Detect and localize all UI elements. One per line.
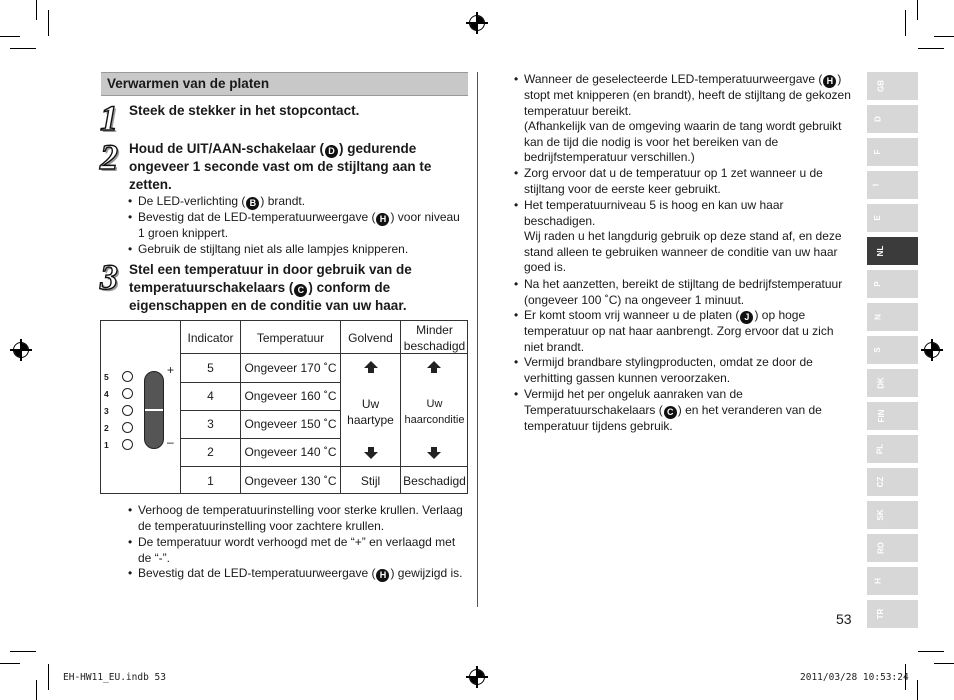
- crop-mark: [918, 651, 944, 652]
- footer-left: EH-HW11_EU.indb 53: [63, 672, 166, 683]
- crop-mark: [917, 0, 918, 20]
- table-header-indicator: Indicator: [187, 331, 234, 345]
- table-header-temperatuur: Temperatuur: [256, 331, 325, 345]
- language-tab[interactable]: CZ: [867, 468, 918, 496]
- table-header-minder-beschadigd: Minder beschadigd: [403, 323, 466, 353]
- step-3-number: 3: [100, 257, 118, 297]
- arrow-up-stem: [368, 368, 374, 373]
- arrow-down-icon: [364, 452, 378, 459]
- step-2-text: Houd de UIT/AAN-schakelaar ( D ) gedurende ongeveer 1 seconde vast om de stijltang aan te zetten.: [129, 141, 432, 192]
- crop-mark: [934, 663, 954, 664]
- crop-mark: [905, 10, 906, 36]
- minder-middle-label: Uw haarconditie: [404, 398, 465, 426]
- step-2-number: 2: [100, 137, 118, 177]
- badge-j-icon: J: [740, 311, 753, 324]
- language-tab[interactable]: H: [867, 567, 918, 595]
- registration-mark-icon: [921, 339, 943, 361]
- crop-mark: [918, 48, 944, 49]
- table-row-temp: Ongeveer 150 ˚C: [244, 417, 337, 431]
- language-tab[interactable]: F: [867, 138, 918, 166]
- crop-mark: [934, 36, 954, 37]
- after-table-bullet: • Verhoog de temperatuurinstelling voor sterke krullen. Verlaag de temperatuurinstelling voor zachtere krullen.: [128, 503, 463, 533]
- language-tab[interactable]: P: [867, 270, 918, 298]
- badge-h-icon: H: [376, 569, 389, 582]
- page-number: 53: [836, 611, 852, 627]
- temperature-table: [100, 320, 468, 494]
- after-table-bullet: • De temperatuur wordt verhoogd met de “+” en verlaagd met de “-”.: [128, 535, 456, 565]
- language-tab[interactable]: I: [867, 171, 918, 199]
- table-row-level: 5: [207, 361, 214, 375]
- language-tab-active[interactable]: NL: [867, 237, 918, 265]
- column-divider: [477, 72, 478, 607]
- table-row-temp: Ongeveer 130 ˚C: [244, 474, 337, 488]
- language-tab[interactable]: N: [867, 303, 918, 331]
- right-bullet: • Het temperatuurniveau 5 is hoog en kan uw haar beschadigen. Wij raden u het langdurig gebruik op deze stand af, en deze stand alleen te gebruiken wanneer de conditie van uw haar goed is.: [514, 198, 842, 275]
- crop-mark: [36, 680, 37, 700]
- right-bullet: • Er komt stoom vrij wanneer u de platen ( J ) op hoge temperatuur op nat haar aanbrengt. Zorg ervoor dat u zich niet brandt.: [514, 308, 834, 354]
- step-3-text: Stel een temperatuur in door gebruik van de temperatuurschakelaars ( C ) conform de eigenschappen en de conditie van uw haar.: [129, 262, 412, 313]
- badge-c-icon: C: [294, 284, 307, 297]
- table-row-temp: Ongeveer 160 ˚C: [244, 389, 337, 403]
- registration-mark-icon: [10, 339, 32, 361]
- table-row-temp: Ongeveer 140 ˚C: [244, 445, 337, 459]
- crop-mark: [10, 48, 36, 49]
- golvend-middle-label: Uw haartype: [347, 397, 394, 427]
- crop-mark: [48, 10, 49, 36]
- language-tab[interactable]: RO: [867, 534, 918, 562]
- badge-c-icon: C: [664, 406, 677, 419]
- step-1-text: Steek de stekker in het stopcontact.: [129, 103, 360, 118]
- table-row-level: 1: [207, 474, 214, 488]
- right-bullet: • Na het aanzetten, bereikt de stijltang de bedrijfstemperatuur (ongeveer 100 ˚C) na ongeveer 1 minuut.: [514, 277, 843, 307]
- crop-mark: [0, 36, 20, 37]
- led-circle-icon: [122, 422, 133, 433]
- table-row-level: 2: [207, 445, 214, 459]
- badge-h-icon: H: [823, 75, 836, 88]
- badge-h-icon: H: [376, 213, 389, 226]
- led-indicator-illustration: 5 4 3 2 1 + –: [104, 363, 175, 450]
- led-circle-icon: [122, 439, 133, 450]
- table-header-golvend: Golvend: [348, 331, 393, 345]
- arrow-up-stem: [431, 368, 437, 373]
- temperature-switch-icon: [144, 371, 164, 449]
- table-row-level: 4: [207, 389, 214, 403]
- crop-mark: [48, 664, 49, 690]
- language-tab[interactable]: GB: [867, 72, 918, 100]
- step-1-number: 1: [100, 98, 118, 138]
- step-2-bullet: • Bevestig dat de LED-temperatuurweergave ( H ) voor niveau 1 groen knippert.: [128, 210, 460, 240]
- minder-bottom-label: Beschadigd: [403, 474, 466, 488]
- right-bullet: • Zorg ervoor dat u de temperatuur op 1 zet wanneer u de stijltang voor de eerste keer gebruikt.: [514, 166, 823, 196]
- badge-b-icon: B: [246, 197, 259, 210]
- language-tab[interactable]: SK: [867, 501, 918, 529]
- language-tab[interactable]: DK: [867, 369, 918, 397]
- minus-symbol: –: [167, 435, 174, 449]
- crop-mark: [36, 0, 37, 20]
- section-header: [101, 72, 468, 96]
- led-circle-icon: [122, 405, 133, 416]
- after-table-bullet: • Bevestig dat de LED-temperatuurweergave ( H ) gewijzigd is.: [128, 566, 463, 580]
- arrow-up-icon: [364, 361, 378, 368]
- right-bullet: • Vermijd het per ongeluk aanraken van de Temperatuurschakelaars ( C ) en het veranderen van de temperatuur tijdens gebruik.: [514, 387, 822, 433]
- language-tab[interactable]: TR: [867, 600, 918, 628]
- golvend-bottom-label: Stijl: [360, 474, 381, 488]
- step-2-bullet: • De LED-verlichting ( B ) brandt.: [128, 194, 306, 208]
- registration-mark-icon: [466, 666, 488, 688]
- language-tab[interactable]: FIN: [867, 402, 918, 430]
- registration-mark-icon: [466, 12, 488, 34]
- language-tab[interactable]: D: [867, 105, 918, 133]
- arrow-up-icon: [427, 361, 441, 368]
- right-bullet: • Vermijd brandbare stylingproducten, omdat ze door de verhitting gassen kunnen veroorzaken.: [514, 355, 813, 385]
- badge-d-icon: D: [325, 145, 338, 158]
- footer-right: 2011/03/28 10:53:24: [800, 672, 909, 683]
- plus-symbol: +: [167, 363, 175, 377]
- crop-mark: [917, 680, 918, 700]
- crop-mark: [0, 663, 20, 664]
- language-tab[interactable]: S: [867, 336, 918, 364]
- language-tab[interactable]: E: [867, 204, 918, 232]
- language-tab[interactable]: PL: [867, 435, 918, 463]
- table-row-temp: Ongeveer 170 ˚C: [244, 361, 337, 375]
- step-2-bullet: • Gebruik de stijltang niet als alle lampjes knipperen.: [128, 242, 409, 256]
- led-circle-icon: [122, 388, 133, 399]
- right-bullet: • Wanneer de geselecteerde LED-temperatuurweergave ( H ) stopt met knipperen (en brandt), heeft de stijltang de gekozen temperatuur bereikt. (Afhankelijk van de omgeving waarin de tang wordt gebruikt kan de tijd die nodig is voor het bereiken van de bedrijfstemperatuur verschillen.): [514, 72, 851, 165]
- led-circle-icon: [122, 371, 133, 382]
- table-row-level: 3: [207, 417, 214, 431]
- crop-mark: [10, 651, 36, 652]
- section-title: Verwarmen van de platen: [107, 76, 270, 91]
- arrow-down-icon: [427, 452, 441, 459]
